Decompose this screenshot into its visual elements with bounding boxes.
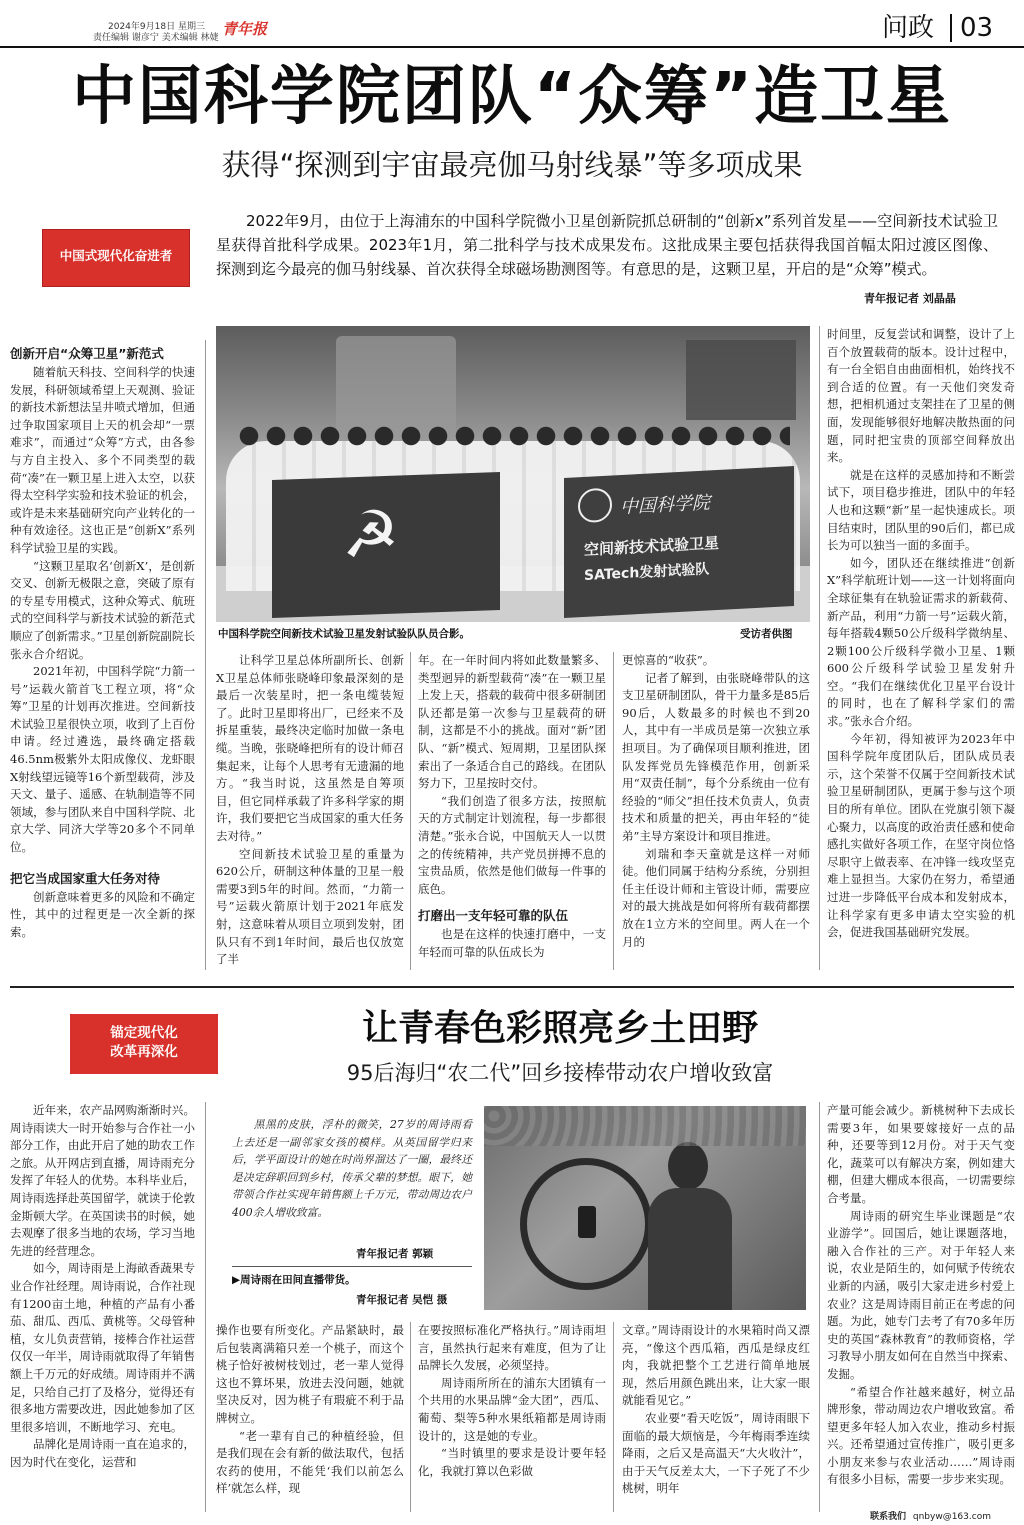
masthead-date-line: 2024年9月18日 星期三 bbox=[108, 22, 205, 32]
column-rule bbox=[410, 652, 411, 970]
story1-section-tag bbox=[42, 229, 190, 287]
foliage bbox=[484, 1106, 806, 1146]
section-name: 问政 bbox=[882, 13, 935, 43]
story1-subhead: 获得“探测到宇宙最亮伽马射线暴”等多项成果 bbox=[221, 148, 803, 182]
story1-col4-paragraph: 刘瑞和李天童就是这样一对师徒。他们同属于结构分系统，分别担任主任设计师和主管设计师，需要应对的最大挑战是如何将所有载荷都摆放在1立方米的空间里。两人在一个月的 bbox=[622, 846, 810, 949]
story1-column-3 bbox=[418, 652, 606, 970]
team-flag-line-3: SATech发射试验队 bbox=[584, 561, 710, 584]
team-flag-line-1: 中国科学院 bbox=[620, 492, 710, 519]
story1-photo-credit: 受访者供图 bbox=[740, 628, 793, 640]
story2-col5-paragraph: 产量可能会减少。新桃树种下去成长需要3年，如果要嫁接好一点的品种，还要等到12月份。对于天气变化，蔬菜可以有解决方案，例如建大棚，但建大棚成本很高，一切需要综合考量。 bbox=[827, 1103, 1015, 1205]
person-figure bbox=[636, 1142, 746, 1310]
story-separator bbox=[10, 986, 1014, 988]
story1-col3-paragraph: 也是在这样的快速打磨中，一支年轻而可靠的队伍成长为 bbox=[418, 927, 606, 959]
footer-contact-label: 联系我们 bbox=[870, 1512, 907, 1522]
story1-headline: 中国科学院团队“众筹”造卫星 bbox=[71, 60, 953, 134]
story1-col5-paragraph: 今年初，得知被评为2023年中国科学院年度团队后，团队成员表示，这个荣誉不仅属于空间新技术试验卫星研制团队，更属于参与这个项目的所有单位。团队在党旗引领下凝心聚力，以高度的政治责任感和使命感扎实做好各项工作，在坚守岗位恪尽职守上做表率、在冲锋一线攻坚克难上显担当。大家仍在努力，希望通过进一步降低平台成本和发射成本，让科学家有更多申请太空实验的机会，促进我国基础研究发展。 bbox=[827, 731, 1015, 940]
page-number: 03 bbox=[960, 13, 994, 43]
story2-intro: 黑黑的皮肤，浮朴的微笑，27岁的周诗雨看上去还是一副邻家女孩的模样。从英国留学归来后，学平面设计的她在时尚界溜达了一圈，最终还是决定辞职回到乡村，传承父辈的梦想。眼下，她带领合作社实现年销售额上千万元，带动周边农户400余人增收致富。 bbox=[232, 1118, 472, 1219]
story1-photo-caption: 中国科学院空间新技术试验卫星发射试验队队员合影。 bbox=[218, 628, 470, 640]
story2-column-4 bbox=[622, 1322, 810, 1512]
story2-col5-paragraph: 周诗雨的研究生毕业课题是“农业游学”。回国后，她让课题落地，融入合作社的三产。对于年轻人来说，农业是陌生的，如何赋予传统农业新的内涵，吸引大家走进乡村爱上农业？这是周诗雨目前正在考虑的问题。为此，她专门去考了有70多年历史的英国“森林教育”的教师资格，学习教导小朋友如何在自然当中探索、发掘。 bbox=[827, 1208, 1015, 1381]
story1-col4-paragraph: 更惊喜的“收获”。 bbox=[622, 653, 715, 667]
story1-col4-paragraph: 记者了解到，由张晓峰带队的这支卫星研制团队，骨干力量多是85后90后，人数最多的时候也不到20人，其中有一半成员是第一次独立承担项目。为了确保项目顺利推进，团队发挥党员先锋模范作用，创新采用“双责任制”，每个分系统由一位有经验的“师父”担任技术负责人，负责技术和质量的把关，再由年轻的“徒弟”主导方案设计和项目推进。 bbox=[622, 670, 810, 843]
caption-rule bbox=[232, 1266, 472, 1267]
column-rule bbox=[819, 1102, 820, 1512]
team-flag-line-2: 空间新技术试验卫星 bbox=[584, 533, 720, 559]
story1-col1-heading-2: 把它当成国家重大任务对待 bbox=[10, 870, 161, 886]
section-divider bbox=[950, 14, 952, 42]
story2-column-5 bbox=[827, 1102, 1015, 1508]
story2-column-2 bbox=[216, 1322, 404, 1512]
story2-photo-credit: 青年报记者 吴恺 摄 bbox=[356, 1294, 448, 1306]
story2-livestream-photo bbox=[484, 1106, 806, 1310]
story2-section-tag bbox=[70, 1014, 218, 1074]
story1-col3-heading: 打磨出一支年轻可靠的队伍 bbox=[418, 908, 569, 924]
column-rule bbox=[205, 340, 206, 970]
column-rule bbox=[410, 1322, 411, 1512]
story1-column-1 bbox=[10, 340, 195, 980]
phone-holder bbox=[578, 1206, 596, 1238]
footer-contact bbox=[870, 1512, 991, 1523]
story2-tag-line-1: 锚定现代化 bbox=[110, 1025, 178, 1041]
story2-tag-line-2: 改革再深化 bbox=[110, 1044, 178, 1060]
cas-logo-icon bbox=[578, 488, 612, 524]
team-flag bbox=[564, 466, 794, 618]
story1-column-4 bbox=[622, 652, 810, 970]
story1-col1-paragraph: 随着航天科技、空间科学的快速发展，科研领域希望上天观测、验证的新技术新想法呈井喷式增加，但通过争取国家项目上天的机会却“一票难求”，而通过“众筹”方式，由各参与方自主投入、多个不同类型的载荷“凑”在一颗卫星上进入太空，以获得太空科学实验和技术验证的机会，或许是未来基础研究向产业转化的一种有效途径。这也正是“创新X”系列科学试验卫星的实践。 bbox=[10, 365, 195, 555]
column-rule bbox=[819, 326, 820, 970]
masthead-rule bbox=[0, 46, 1024, 48]
story2-col1-paragraph: 品牌化是周诗雨一直在追求的，因为时代在变化，运营和 bbox=[10, 1437, 195, 1469]
story2-col3-paragraph: 周诗雨所所在的浦东大团镇有一个共用的水果品牌“金大团”，西瓜、葡萄、梨等5种水果纸箱都是周诗雨设计的，这是她的专业。 bbox=[418, 1375, 606, 1443]
story1-byline: 青年报记者 刘晶晶 bbox=[864, 292, 956, 305]
story2-col2-paragraph: 操作也要有所变化。产品紧缺时，最后包装离满箱只差一个桃子，而这个桃子恰好被树枝划过，老一辈人觉得这也不算坏果，放进去没问题，她就坚决反对，因为桃子有瑕疵不利于品牌树立。 bbox=[216, 1323, 404, 1425]
story1-col1-heading-1: 创新开启“众筹卫星”新范式 bbox=[10, 346, 164, 361]
story1-col1-paragraph: 2021年初，中国科学院“力箭一号”运载火箭首飞工程立项，将“众筹”卫星的计划再次推进。空间新技术试验卫星很快立项，收到了上百份申请。经过遴选，最终确定搭载46.5nm极紫外太阳成像仪、龙虾眼X射线望远镜等16个新型载荷，涉及天文、量子、遥感、在轨制造等不同领域，参与团队来自中国科学院、北京大学、同济大学等20多个不同单位。 bbox=[10, 664, 195, 855]
column-rule bbox=[613, 1322, 614, 1512]
masthead-editors-line: 责任编辑 谢彦宁 美术编辑 林婕 bbox=[93, 33, 219, 43]
story1-col2-paragraph: 让科学卫星总体所副所长、创新X卫星总体师张晓峰印象最深刻的是最后一次装星时，把一条电缆装短了。此时卫星即将出厂，已经来不及拆星重装，最终决定临时加做一条电缆。当晚，张晓峰把所有的设计师召集起来，让每个人思考有无遗漏的地方。“我当时说，这虽然是自筹项目，但它同样承载了许多科学家的期许，我们要把它当成国家的重大任务去对待。” bbox=[216, 653, 404, 843]
satellite-panel bbox=[686, 340, 796, 420]
footer-email[interactable]: qnbyw@163.com bbox=[912, 1512, 991, 1522]
column-rule bbox=[613, 652, 614, 970]
column-rule bbox=[205, 1102, 206, 1512]
story1-col3-paragraph: “我们创造了很多方法，按照航天的方式制定计划流程，每一步都很清楚。”张永合说，中国航天人一以贯之的传统精神，共产党员拼搏不息的宝贵品质，依然是他们做每一件事的底色。 bbox=[418, 793, 606, 896]
story1-section-tag-text: 中国式现代化奋进者 bbox=[59, 248, 173, 263]
story1-col5-paragraph: 时间里，反复尝试和调整，设计了上百个放置载荷的版本。设计过程中，有一台全铝自由曲面相机，始终找不到合适的位置。有一天他们突发奇想，把相机通过支架挂在了卫星的侧面，发现能够很好地解决散热面的问题，同时把宝贵的顶部空间释放出来。 bbox=[827, 327, 1015, 465]
story2-column-1 bbox=[10, 1102, 195, 1514]
newspaper-logo: 青年报 bbox=[222, 20, 268, 38]
story2-col1-paragraph: 近年来，农产品网购渐渐时兴。周诗雨读大一时开始参与合作社一小部分工作，由此开启了她的助农工作之旅。从开网店到直播，周诗雨充分发挥了年轻人的优势。本科毕业后，周诗雨选择赴英国留学，就读于伦敦金斯顿大学。在英国读书的时候，她去观摩了很多当地的农场，学习当地先进的经营理念。 bbox=[10, 1103, 195, 1258]
story1-col3-paragraph: 年。在一年时间内将如此数量繁多、类型迥异的新型载荷“凑”在一颗卫星上发上天，搭载的载荷中很多研制团队还都是第一次参与卫星载荷的研制，这都是不小的挑战。面对“新”团队、“新”模式、短周期，卫星团队探索出了一条适合自己的路线。在团队努力下，卫星按时交付。 bbox=[418, 653, 606, 791]
story1-col1-paragraph: “这颗卫星取名‘创新X’，是创新交叉、创新无极限之意，突破了原有的专星专用模式，这种众筹式、航班式的空间科学与新技术试验的新范式顺应了创新需求。”卫星创新院副院长张永合介绍说。 bbox=[10, 558, 195, 661]
story2-subhead: 95后海归“农二代”回乡接棒带动农户增收致富 bbox=[346, 1061, 774, 1085]
story2-col2-paragraph: “老一辈有自己的种植经验，但是我们现在会有新的做法取代，包括农药的使用，不能凭‘我们以前怎么样’就怎么样，现 bbox=[216, 1428, 404, 1496]
story1-col5-paragraph: 如今，团队还在继续推进“创新X”科学航班计划——这一计划将面向全球征集有在轨验证需求的新载荷、新产品，利用“力箭一号”运载火箭，每年搭载4颗50公斤级科学微纳星、2颗100公斤级科学微小卫星、1颗600公斤级科学试验卫星发射升空。“我们在继续优化卫星平台设计的同时，也在了解科学家们的需求。”张永合介绍。 bbox=[827, 555, 1015, 729]
story1-column-2 bbox=[216, 652, 404, 970]
story1-team-photo bbox=[216, 326, 810, 622]
story2-col4-paragraph: 农业要“看天吃饭”，周诗雨眼下面临的最大烦恼是，今年梅雨季连续降雨，之后又是高温天“大火收汁”，由于天气反差太大，一下子死了不少桃树，明年 bbox=[622, 1410, 810, 1496]
story2-col3-paragraph: “当时镇里的要求是设计要年轻化，我就打算以色彩做 bbox=[418, 1446, 606, 1478]
story2-headline: 让青春色彩照亮乡土田野 bbox=[361, 1008, 758, 1049]
masthead bbox=[0, 0, 1024, 48]
story2-col5-paragraph: “希望合作社越来越好，树立品牌形象，带动周边农户增收致富。希望更多年轻人加入农业，推动乡村振兴。还希望通过宣传推广，吸引更多小朋友来参与农业活动……”周诗雨有很多小目标，需要一步步来实现。 bbox=[827, 1384, 1015, 1487]
story1-col5-paragraph: 就是在这样的灵感加持和不断尝试下，项目稳步推进，团队中的年轻人也和这颗“新”星一起快速成长。项目结束时，团队里的90后们，都已成长为可以独当一面的多面手。 bbox=[827, 467, 1015, 553]
story2-col4-paragraph: 文章。”周诗雨设计的水果箱时尚又漂亮，“像这个西瓜箱，西瓜是绿皮红肉，我就把整个工艺进行简单地展现，然后用颜色跳出来，让大家一眼就能看见它。” bbox=[622, 1323, 810, 1408]
story1-col1-paragraph: 创新意味着更多的风险和不确定性，其中的过程更是一次全新的探索。 bbox=[10, 889, 195, 939]
story1-lead: 2022年9月，由位于上海浦东的中国科学院微小卫星创新院抓总研制的“创新x”系列首发星——空间新技术试验卫星获得首批科学成果。2023年1月，第二批科学与技术成果发布。这批成果主要包括获得我国首幅太阳过渡区图像、探测到迄今最亮的伽马射线暴、首次获得全球磁场勘测图等。有意思的是，这颗卫星，开启的是“众筹”模式。 bbox=[216, 212, 998, 278]
party-flag bbox=[272, 472, 500, 618]
story2-intro-byline: 青年报记者 郭颖 bbox=[356, 1248, 434, 1260]
story1-col2-paragraph: 空间新技术试验卫星的重量为620公斤，研制这种体量的卫星一般需要3到5年的时间。然而，“力箭一号”运载火箭原计划于2021年底发射，这意味着从项目立项到发射，团队只有不到1年时间，最后也仅放宽了半 bbox=[216, 846, 404, 967]
hammer-sickle-icon: ☭ bbox=[342, 497, 400, 574]
story2-photo-caption: ▶周诗雨在田间直播带货。 bbox=[232, 1274, 356, 1286]
story2-column-3 bbox=[418, 1322, 606, 1512]
story1-column-5 bbox=[827, 326, 1015, 970]
story2-col1-paragraph: 如今，周诗雨是上海畝香蔬果专业合作社经理。周诗雨说，合作社现有1200亩土地，种植的产品有小番茄、甜瓜、西瓜、黄桃等。父母管种植，女儿负责营销，接棒合作社运营仅仅一年半，周诗雨就取得了年销售额上千万元的好成绩。周诗雨并不满足，只给自己打了及格分，觉得还有很多地方需要改进，因此她参加了区里很多培训，不断地学习、充电。 bbox=[10, 1261, 195, 1434]
story2-col3-paragraph: 在要按照标准化严格执行。”周诗雨坦言，虽然执行起来有难度，但为了让品牌长久发展，必须坚持。 bbox=[418, 1323, 606, 1373]
